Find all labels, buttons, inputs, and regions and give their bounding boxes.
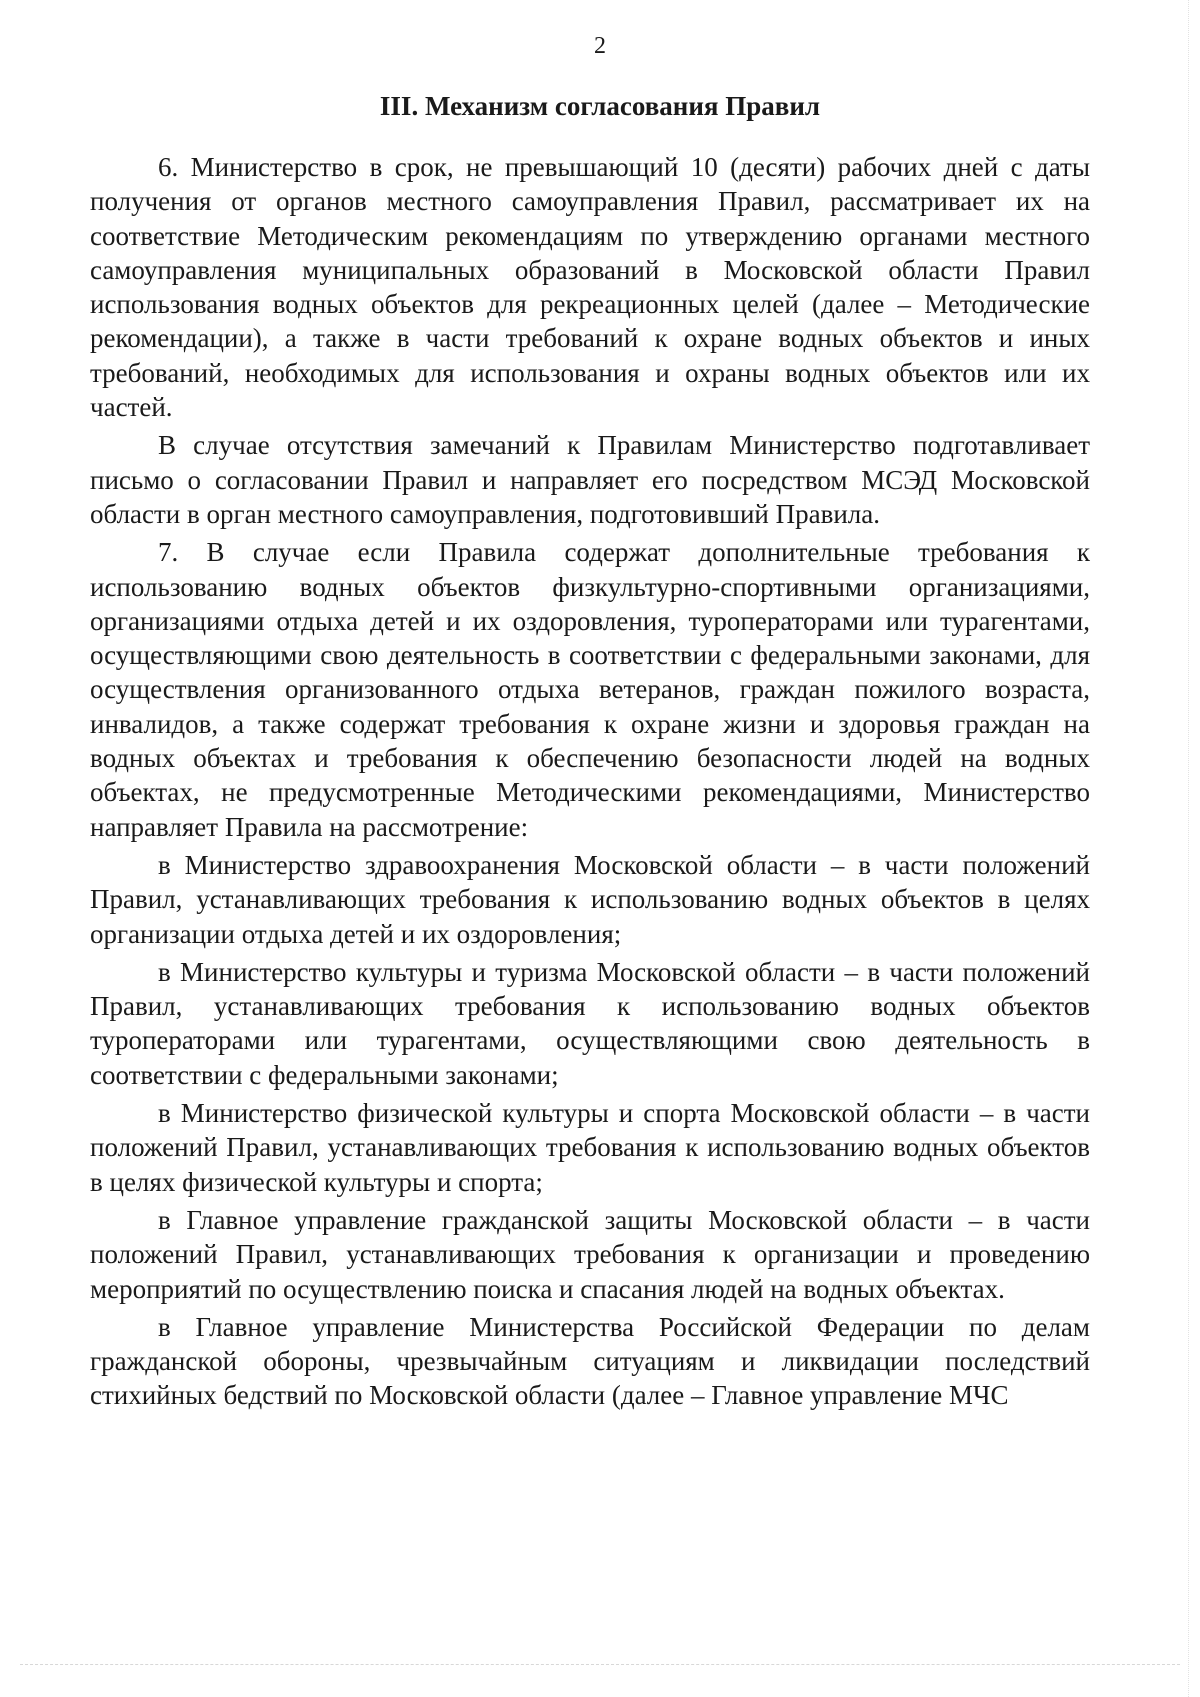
paragraph-ministry-culture: в Министерство культуры и туризма Московской области – в части положений Правил, устанавливающих требования к использованию водных объектов туроператорами или турагентами, осуществляющими свою деятельность в соответствии с федеральными законами; <box>90 956 1090 1090</box>
paragraph-emergency-ministry: в Главное управление Министерства Российской Федерации по делам гражданской обороны, чрезвычайным ситуациям и ликвидации последствий стихийных бедствий по Московской области (далее – Главное управление МЧС <box>90 1311 1090 1411</box>
document-body <box>90 150 1090 1417</box>
page-number: 2 <box>594 33 606 59</box>
paragraph-civil-protection: в Главное управление гражданской защиты Московской области – в части положений Правил, устанавливающих требования к организации и проведению мероприятий по осуществлению поиска и спасания людей на водных объектах. <box>90 1204 1090 1304</box>
paragraph-item-6: 6. Министерство в срок, не превышающий 10 (десяти) рабочих дней с даты получения от органов местного самоуправления Правил, рассматривает их на соответствие Методическим рекомендациям по утверждению органами местного самоуправления муниципальных образований в Московской области Правил использования водных объектов для рекреационных целей (далее – Методические рекомендации), а также в части требований к охране водных объектов и иных требований, необходимых для использования и охраны водных объектов или их частей. <box>90 152 1090 423</box>
paragraph-ministry-sport: в Министерство физической культуры и спорта Московской области – в части положений Правил, устанавливающих требования к использованию водных объектов в целях физической культуры и спорта; <box>90 1098 1090 1197</box>
scan-edge-right <box>1188 0 1189 1697</box>
paragraph-no-remarks: В случае отсутствия замечаний к Правилам Министерство подготавливает письмо о согласовании Правил и направляет его посредством МСЭД Московской области в орган местного самоуправления, подготовивший Правила. <box>90 430 1090 529</box>
paragraph-ministry-health: в Министерство здравоохранения Московской области – в части положений Правил, устанавливающих требования к использованию водных объектов в целях организации отдыха детей и их оздоровления; <box>90 849 1090 949</box>
scan-edge-bottom <box>20 1664 1180 1665</box>
section-title: III. Механизм согласования Правил <box>379 91 821 121</box>
paragraph-item-7: 7. В случае если Правила содержат дополнительные требования к использованию водных объектов физкультурно-спортивными организациями, организациями отдыха детей и их оздоровления, туроператорами или турагентами, осуществляющими свою деятельность в соответствии с федеральными законами, для осуществления организованного отдыха ветеранов, граждан пожилого возраста, инвалидов, а также содержат требования к охране жизни и здоровья граждан на водных объектах и требования к обеспечению безопасности людей на водных объектах, не предусмотренные Методическими рекомендациями, Министерство направляет Правила на рассмотрение: <box>90 537 1090 842</box>
